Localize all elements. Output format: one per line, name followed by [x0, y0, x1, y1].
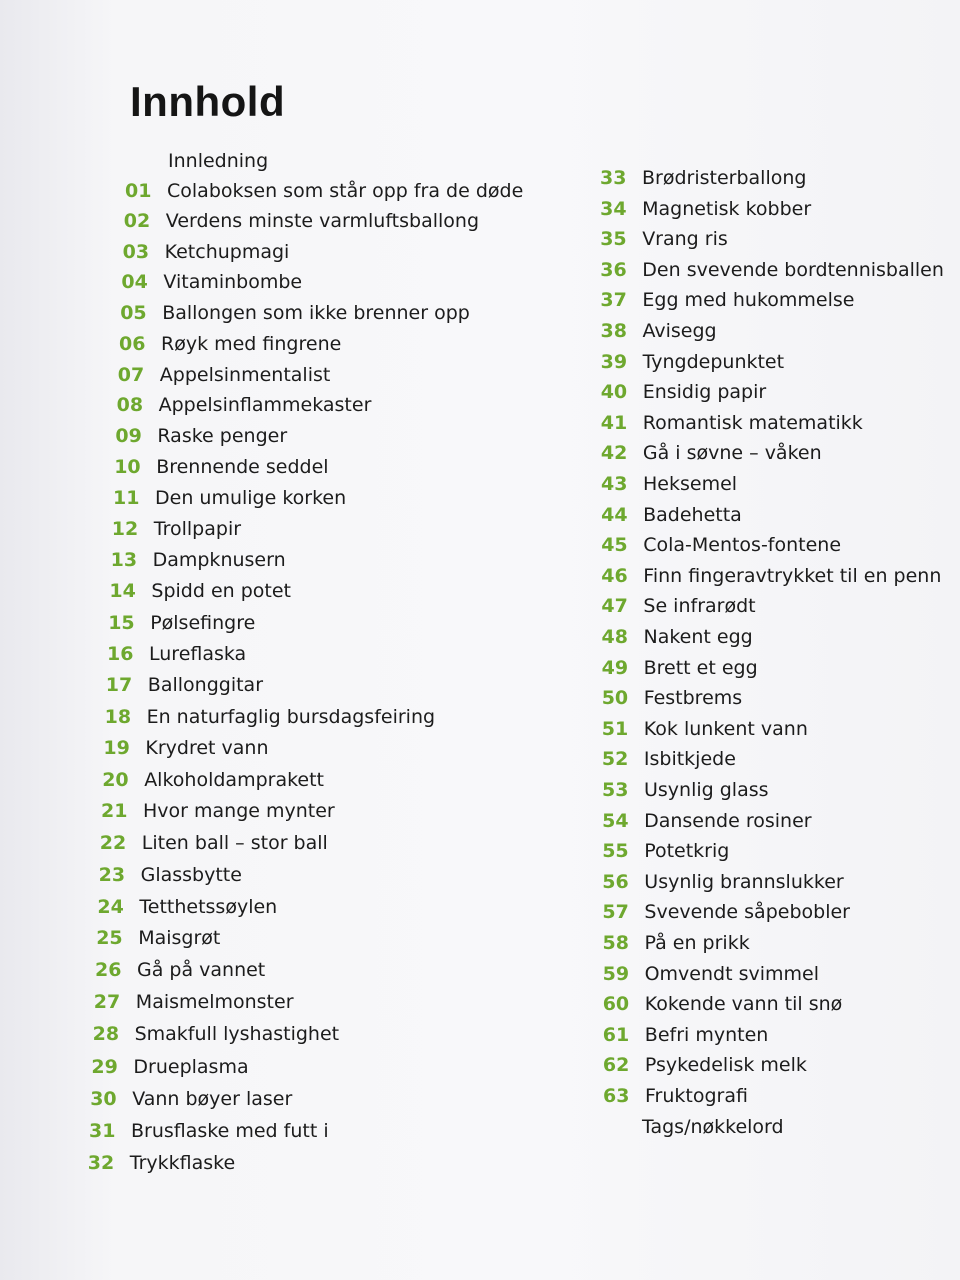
toc-entry-label: Smakfull lyshastighet — [134, 1023, 340, 1046]
toc-entry-label: Hvor mange mynter — [143, 800, 335, 823]
toc-entry-number: 48 — [601, 626, 628, 648]
toc-entry-number: 10 — [114, 456, 141, 479]
toc-entry-label: På en prikk — [644, 932, 750, 954]
toc-entry-label: Se infrarødt — [643, 595, 756, 618]
toc-entry — [601, 562, 941, 590]
toc-entry — [601, 439, 822, 467]
toc-entry-number: 46 — [601, 564, 628, 587]
toc-entry-label: Dansende rosiner — [644, 809, 812, 832]
toc-entry-number: 06 — [119, 332, 146, 355]
toc-entry-number: 32 — [87, 1152, 115, 1175]
toc-entry — [601, 470, 737, 498]
toc-entry-label: Kok lunkent vann — [643, 717, 808, 740]
toc-entry-number: 62 — [602, 1054, 630, 1077]
toc-entry-label: Ketchupmagi — [164, 240, 290, 263]
toc-entry — [603, 1082, 748, 1110]
toc-entry-number: 41 — [600, 411, 628, 434]
toc-entry-number: 30 — [90, 1087, 117, 1110]
toc-entry-number: 21 — [101, 800, 128, 823]
toc-entry-label: Svevende såpebobler — [644, 901, 850, 924]
toc-entry — [602, 715, 808, 743]
toc-entry — [601, 531, 841, 559]
toc-entry-number: 45 — [601, 534, 628, 557]
page-title: Innhold — [130, 78, 286, 125]
toc-entry-label: Egg med hukommelse — [642, 289, 855, 312]
toc-entry-label: Appelsinflammekaster — [158, 394, 372, 417]
toc-entry-number: 24 — [97, 895, 124, 918]
toc-entry-number: 57 — [602, 901, 629, 924]
toc-entry-number: 09 — [115, 425, 142, 448]
toc-entry-number: 08 — [116, 394, 144, 417]
toc-entry-number: 38 — [600, 320, 627, 342]
toc-entry-number: 33 — [600, 167, 627, 189]
toc-entry-label: Ensidig papir — [642, 381, 767, 404]
toc-entry — [601, 317, 717, 345]
toc-entry-label: Magnetisk kobber — [642, 197, 812, 220]
toc-entry-label: Heksemel — [643, 473, 738, 495]
toc-entry-label: Usynlig glass — [644, 779, 769, 801]
toc-entry-number: 60 — [602, 993, 630, 1016]
toc-entry-number: 53 — [602, 779, 629, 801]
toc-entry-label: Brusflaske med futt i — [131, 1119, 329, 1142]
toc-entry-label: En naturfaglig bursdagsfeiring — [146, 705, 436, 728]
toc-entry — [603, 929, 750, 957]
toc-entry — [600, 286, 854, 314]
toc-entry-label: Kokende vann til snø — [644, 993, 843, 1016]
toc-entry-number: 19 — [103, 737, 130, 760]
toc-entry-label: Avisegg — [642, 320, 717, 342]
toc-entry-number: 35 — [600, 228, 627, 251]
toc-entry — [601, 409, 863, 437]
toc-entry — [600, 225, 728, 253]
toc-entry-number: 07 — [117, 363, 145, 386]
toc-entry-number: 14 — [109, 580, 136, 603]
toc-entry-number: 12 — [111, 518, 139, 541]
toc-entry-number: 37 — [600, 289, 627, 312]
toc-entry — [602, 776, 769, 804]
toc-entry-number: 44 — [601, 503, 628, 526]
toc-entry-label: Befri mynten — [644, 1023, 769, 1046]
toc-entry — [603, 960, 819, 988]
toc-entry-label: Pølsefingre — [150, 611, 256, 634]
toc-outro-entry: Tags/nøkkelord — [642, 1116, 784, 1138]
toc-entry-number: 52 — [601, 748, 629, 771]
toc-entry-label: Glassbytte — [140, 863, 242, 886]
toc-entry — [603, 990, 843, 1018]
toc-entry-number: 16 — [107, 642, 134, 665]
toc-entry — [600, 164, 806, 192]
toc-entry-number: 29 — [91, 1055, 118, 1078]
toc-entry-label: Raske penger — [157, 425, 288, 448]
toc-entry-number: 15 — [108, 611, 135, 634]
toc-entry-number: 22 — [99, 832, 127, 855]
toc-entry — [602, 807, 811, 835]
toc-entry-label: Lureflaska — [149, 642, 247, 665]
toc-entry-number: 50 — [601, 687, 629, 710]
toc-entry-label: Cola-Mentos-fontene — [643, 534, 842, 557]
toc-entry-label: Vitaminbombe — [163, 271, 303, 294]
toc-entry-number: 34 — [600, 197, 627, 220]
toc-entry — [600, 195, 811, 223]
toc-entry-number: 02 — [123, 210, 151, 233]
toc-entry-number: 23 — [98, 863, 126, 886]
toc-entry-label: Psykedelisk melk — [644, 1054, 807, 1077]
toc-entry-label: Ballonggitar — [147, 674, 264, 697]
toc-entry-number: 26 — [95, 959, 122, 982]
toc-entry — [601, 592, 755, 620]
toc-entry-label: Nakent egg — [643, 626, 753, 648]
toc-entry-number: 17 — [105, 674, 133, 697]
toc-entry-label: Tyngdepunktet — [642, 350, 785, 373]
toc-entry-number: 27 — [93, 991, 121, 1014]
toc-entry-label: Krydret vann — [145, 737, 269, 760]
toc-entry — [601, 378, 767, 406]
toc-entry-label: Maismelmonster — [135, 991, 294, 1014]
toc-entry-number: 25 — [96, 927, 123, 950]
toc-entry-number: 05 — [120, 302, 147, 325]
toc-intro-entry: Innledning — [168, 150, 269, 172]
toc-entry-label: Gå i søvne – våken — [642, 442, 822, 465]
toc-entry-label: Gå på vannet — [137, 959, 266, 982]
toc-entry-label: Brennende seddel — [156, 456, 329, 479]
toc-entry-number: 13 — [110, 549, 138, 572]
toc-entry — [601, 348, 784, 376]
toc-entry-label: Liten ball – stor ball — [141, 832, 328, 855]
toc-entry-number: 03 — [122, 240, 150, 263]
toc-entry-label: Badehetta — [643, 503, 742, 526]
toc-entry-number: 47 — [601, 595, 628, 618]
toc-entry-number: 40 — [600, 381, 628, 404]
toc-entry-number: 49 — [601, 656, 629, 679]
toc-entry-number: 43 — [601, 473, 628, 495]
toc-entry-label: Verdens minste varmluftsballong — [165, 210, 480, 233]
toc-entry-label: Isbitkjede — [643, 748, 736, 771]
toc-entry — [603, 1051, 807, 1079]
toc-entry-label: Spidd en potet — [151, 580, 291, 603]
toc-entry — [603, 1021, 769, 1049]
toc-entry-label: Ballongen som ikke brenner opp — [162, 302, 470, 325]
toc-entry-number: 54 — [602, 809, 629, 832]
toc-entry-label: Alkoholdamprakett — [144, 768, 325, 791]
toc-entry-label: Maisgrøt — [138, 927, 221, 950]
toc-entry-number: 28 — [92, 1023, 120, 1046]
toc-entry-label: Brett et egg — [643, 656, 758, 679]
toc-entry-number: 55 — [602, 840, 629, 863]
toc-entry-label: Festbrems — [643, 687, 743, 710]
toc-entry-label: Usynlig brannslukker — [644, 870, 844, 893]
toc-entry — [602, 654, 758, 682]
toc-entry-label: Trollpapir — [153, 518, 242, 541]
toc-entry — [602, 868, 843, 896]
toc-entry-label: Romantisk matematikk — [642, 411, 863, 434]
toc-entry — [602, 837, 729, 865]
toc-entry-label: Trykkflaske — [129, 1152, 236, 1175]
toc-entry-number: 31 — [89, 1119, 116, 1142]
toc-entry-number: 11 — [113, 487, 140, 510]
toc-entry-label: Appelsinmentalist — [159, 363, 331, 386]
toc-entry-number: 18 — [104, 705, 132, 728]
toc-entry-label: Brødristerballong — [642, 167, 807, 189]
toc-entry-number: 42 — [600, 442, 628, 465]
toc-entry — [601, 501, 742, 529]
toc-entry-label: Vann bøyer laser — [132, 1087, 293, 1110]
toc-entry-label: Den umulige korken — [155, 487, 347, 510]
toc-entry-label: Colaboksen som står opp fra de døde — [167, 180, 524, 202]
toc-entry — [602, 745, 736, 773]
toc-entry-number: 56 — [602, 870, 629, 893]
toc-entry — [602, 898, 850, 926]
toc-entry-label: Finn fingeravtrykket til en penn — [643, 564, 942, 587]
toc-entry-number: 04 — [121, 271, 148, 294]
toc-entry-label: Dampknusern — [152, 549, 286, 572]
toc-entry-label: Røyk med fingrene — [161, 332, 342, 355]
toc-entry-label: Drueplasma — [133, 1055, 249, 1078]
toc-entry-number: 63 — [603, 1085, 630, 1107]
toc-entry-number: 01 — [125, 180, 152, 202]
toc-entry-number: 61 — [602, 1023, 630, 1046]
toc-entry-number: 39 — [600, 350, 628, 373]
toc-entry-number: 51 — [601, 717, 629, 740]
toc-entry-label: Fruktografi — [645, 1085, 748, 1107]
toc-entry-number: 36 — [600, 258, 627, 281]
toc-entry-label: Den svevende bordtennisballen — [642, 258, 944, 281]
toc-entry-label: Omvendt svimmel — [644, 962, 819, 985]
toc-entry — [602, 684, 742, 712]
toc-entry-label: Tetthetssøylen — [139, 895, 278, 918]
toc-entry — [602, 623, 753, 651]
toc-entry-label: Potetkrig — [644, 840, 730, 863]
toc-entry-number: 20 — [102, 768, 129, 791]
toc-entry-number: 58 — [602, 932, 629, 954]
toc-entry-label: Vrang ris — [642, 228, 728, 251]
toc-entry-number: 59 — [602, 962, 630, 985]
toc-entry — [600, 256, 944, 284]
